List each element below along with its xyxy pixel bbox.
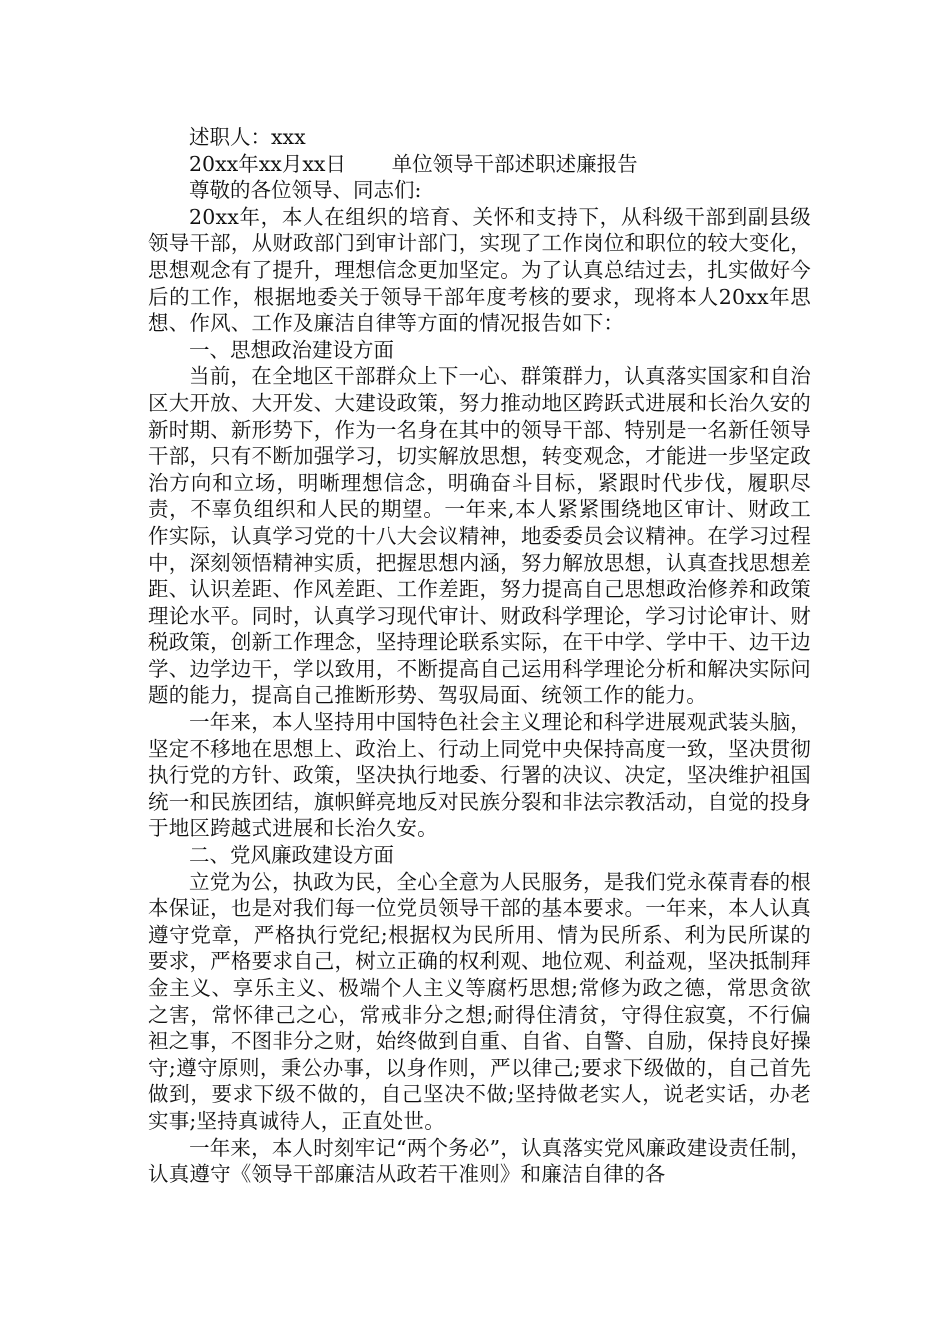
section2-paragraph-2: 一年来，本人时刻牢记“两个务必”，认真落实党风廉政建设责任制，认真遵守《领导干部廉洁从政若干准则》和廉洁自律的各 <box>148 1135 811 1187</box>
intro-paragraph: 20xx年，本人在组织的培育、关怀和支持下，从科级干部到副县级领导干部，从财政部门到审计部门，实现了工作岗位和职位的较大变化，思想观念有了提升，理想信念更加坚定。为了认真总结过去，扎实做好今后的工作，根据地委关于领导干部年度考核的要求，现将本人20xx年思想、作风、工作及廉洁自律等方面的情况报告如下： <box>148 204 811 336</box>
document-page <box>148 124 811 1188</box>
date-title-line: 20xx年xx月xx日 单位领导干部述职述廉报告 <box>189 151 638 176</box>
section-heading-2: 二、党风廉政建设方面 <box>189 843 394 868</box>
section-heading-1: 一、思想政治建设方面 <box>189 337 394 362</box>
reporter-line: 述职人：xxx <box>189 125 306 149</box>
section1-paragraph-2: 一年来，本人坚持用中国特色社会主义理论和科学进展观武装头脑，坚定不移地在思想上、政治上、行动上同党中央保持高度一致，坚决贯彻执行党的方针、政策，坚决执行地委、行署的决议、决定，坚决维护祖国统一和民族团结，旗帜鲜亮地反对民族分裂和非法宗教活动，自觉的投身于地区跨越式进展和长治久安。 <box>148 710 811 841</box>
section1-paragraph-1: 当前，在全地区干部群众上下一心、群策群力，认真落实国家和自治区大开放、大开发、大建设政策，努力推动地区跨跃式进展和长治久安的新时期、新形势下，作为一名身在其中的领导干部、特别是一名新任领导干部，只有不断加强学习，切实解放思想，转变观念，才能进一步坚定政治方向和立场，明晰理想信念，明确奋斗目标，紧跟时代步伐，履职尽责，不辜负组织和人民的期望。一年来,本人紧紧围绕地区审计、财政工作实际，认真学习党的十八大会议精神，地委委员会议精神。在学习过程中，深刻领悟精神实质，把握思想内涵，努力解放思想，认真查找思想差距、认识差距、作风差距、工作差距，努力提高自己思想政治修养和政策理论水平。同时，认真学习现代审计、财政科学理论，学习讨论审计、财税政策，创新工作理念，坚持理论联系实际，在干中学、学中干、边干边学、边学边干，学以致用，不断提高自己运用科学理论分析和解决实际问题的能力，提高自己推断形势、驾驭局面、统领工作的能力。 <box>148 364 811 708</box>
salutation: 尊敬的各位领导、同志们: <box>189 178 422 203</box>
section2-paragraph-1: 立党为公，执政为民，全心全意为人民服务，是我们党永葆青春的根本保证，也是对我们每一位党员领导干部的基本要求。一年来，本人认真遵守党章，严格执行党纪;根据权为民所用、情为民所系、利为民所谋的要求，严格要求自己，树立正确的权利观、地位观、利益观，坚决抵制拜金主义、享乐主义、极端个人主义等腐朽思想;常修为政之德，常思贪欲之害，常怀律己之心，常戒非分之想;耐得住清贫，守得住寂寞，不行偏袒之事，不图非分之财，始终做到自重、自省、自警、自励，保持良好操守;遵守原则，秉公办事，以身作则，严以律己;要求下级做的，自己首先做到，要求下级不做的，自己坚决不做;坚持做老实人，说老实话，办老实事;坚持真诚待人，正直处世。 <box>148 869 811 1133</box>
